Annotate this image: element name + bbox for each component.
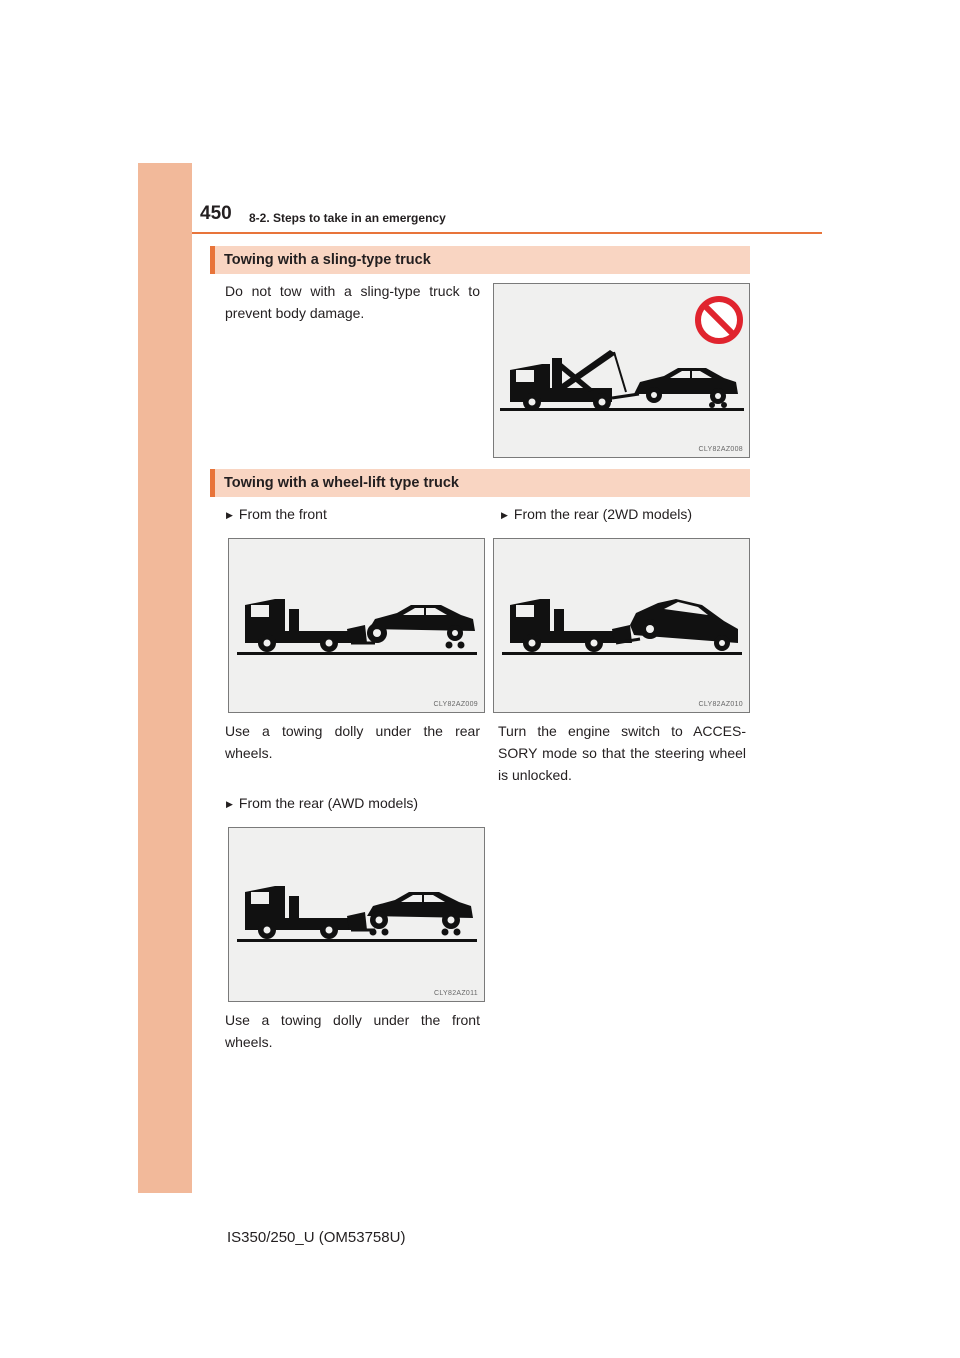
chapter-title: 8-2. Steps to take in an emergency (249, 211, 446, 225)
rear-awd-tow-text: Use a towing dolly under the front wheels. (225, 1012, 480, 1050)
bullet-from-front (226, 506, 327, 522)
section-heading-sling: Towing with a sling-type truck (210, 246, 750, 274)
bullet-from-rear-awd (226, 795, 418, 811)
rear-2wd-tow-illustration (494, 539, 751, 714)
figure-code: CLY82AZ009 (433, 701, 478, 708)
page-number: 450 (200, 203, 232, 224)
triangle-bullet-icon: ▶ (226, 799, 233, 809)
rear-awd-tow-illustration (229, 828, 486, 1003)
figure-code: CLY82AZ010 (698, 701, 743, 708)
sling-truck-figure (493, 283, 750, 458)
footer-model: IS350/250_U (OM53758U) (227, 1229, 406, 1246)
side-tab (138, 163, 192, 1193)
figure-code: CLY82AZ011 (434, 990, 478, 997)
rear-awd-tow-figure (228, 827, 485, 1002)
triangle-bullet-icon: ▶ (501, 510, 508, 520)
bullet-from-rear-2wd (501, 506, 692, 522)
bullet-label: From the front (238, 506, 327, 522)
bullet-label: From the rear (AWD models) (238, 795, 419, 811)
bullet-label: From the rear (2WD models) (513, 506, 693, 522)
front-tow-illustration (229, 539, 486, 714)
triangle-bullet-icon: ▶ (226, 510, 233, 520)
front-tow-text: Use a towing dolly under the rear wheels. (225, 723, 480, 761)
rear-2wd-tow-figure (493, 538, 750, 713)
sling-warning-text: Do not tow with a sling-type truck to prevent body damage. (225, 283, 480, 321)
front-tow-figure (228, 538, 485, 713)
section-heading-wheel-lift: Towing with a wheel-lift type truck (210, 469, 750, 497)
figure-code: CLY82AZ008 (698, 446, 743, 453)
header-rule (192, 232, 822, 234)
rear-2wd-tow-text: Turn the engine switch to ACCES-SORY mode so that the steering wheel is unlocked. (498, 723, 746, 783)
sling-truck-illustration (494, 284, 751, 459)
